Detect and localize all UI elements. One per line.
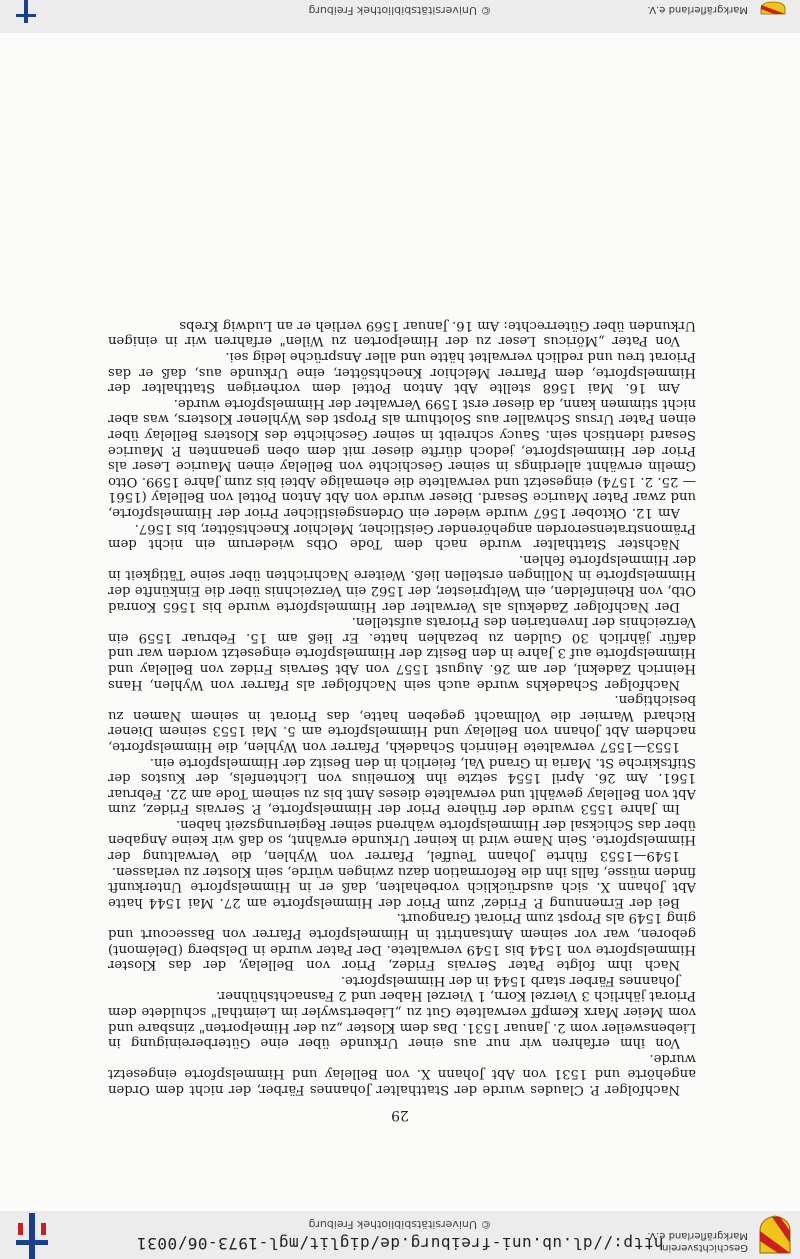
paragraph: Am 12. Oktober 1567 wurde wieder ein Ordensgeistlicher Prior der Himmelspforte, und zwar Pater Maurice Sesard. Dieser wurde von Abt Anton Pottel von Bellelay (1561 — 25. 2. 1574) eingesetzt und verwaltete die ehemalige Abtei bis zum Jahre 1599. Otto Gmelin erwähnt allerdings in seiner Geschichte von Bellelay einen Maurice Leser als Prior der Himmelspforte, jedoch dürfte dieser mit dem oben genannten P. Maurice Sesard identisch sein. Saucy schreibt in seiner Geschichte des Klosters Bellelay über einen Pater Ursus Schwaller aus Solothurn als Propst des Wyhlener Klosters, was aber nicht stimmen kann, da dieser erst 1599 Verwalter der Himmelspforte wurde. (108, 395, 696, 521)
paragraph: Im Jahre 1553 wurde der frühere Prior der Himmelspforte, P. Servais Fridez, zum Abt von Bellelay gewählt und verwaltete dieses Amt bis zu seinem Tode am 22. Februar 1561. Am 26. April 1554 setzte ihn Kornelius von Lichtenfels, der Kustos der Stiftskirche St. Maria in Grand Val, feierlich in den Besitz der Himmelspforte ein. (108, 754, 696, 817)
header-band (0, 1211, 800, 1259)
paragraph: Von ihm erfahren wir nur aus einer Urkunde über eine Güterbereinigung in Liebensweiler vom 2. Januar 1531. Das dem Kloster „zu der Himelporten" zinsbare und vom Meier Marx Kempff verwaltete Gut zu „Liebertswyler im Leimthal" schuldete dem Priorat jährlich 3 Vierzel Korn, 1 Vierzel Haber und 2 Fasnachtshühner. (108, 988, 696, 1051)
paragraph: Nach ihm folgte Pater Servais Fridez, Prior von Bellelay, der das Kloster Himmelspforte von 1544 bis 1549 verwaltete. Der Pater wurde in Delsberg (Delémont) geboren, war vor seinem Amtsantritt in Himmelspforte Pfarrer von Bassecourt und ging 1549 als Propst zum Priorat Grangourt. (108, 910, 696, 973)
society-name-line1: Geschichtsverein (662, 1242, 748, 1253)
paragraph: Johannes Färber starb 1544 in der Himmelspforte. (340, 972, 680, 988)
paragraph: 1549—1553 führte Johann Teuffel, Pfarrer von Wyhlen, die Verwaltung der Himmelspforte. Sein Name wird in keiner Urkunde erwähnt, so daß wir keine Angaben über das Schicksal der Himmelspforte während seiner Regierungszeit haben. (108, 816, 696, 864)
library-logo-icon (14, 0, 38, 23)
document-url[interactable]: http://dl.ub.uni-freiburg.de/diglit/mgl-1973-06/0031 (136, 1234, 664, 1253)
footer-copyright: © Universitätsbibliothek Freiburg (308, 4, 492, 17)
paragraph: 1553—1557 verwaltete Heinrich Schadekh, Pfarrer von Wyhlen, die Himmelspforte, nachdem Abt Johann von Bellelay und Himmelspforte am 5. Mai 1553 seinem Diener Richard Warnier die Vollmacht gegeben hatte, das Priorat in seinem Namen zu besichtigen. (108, 692, 696, 754)
paragraph: Am 16. Mai 1568 stellte Abt Anton Pottel dem vorherigen Statthalter der Himmelspforte, dem Pfarrer Melchior Knechtsötter, eine Urkunde aus, daß er das Priorat treu und redlich verwaltet hätte und aller Ansprüche ledig sei. (108, 349, 696, 396)
paragraph: Nachfolger Schadekhs wurde auch sein Nachfolger als Pfarrer von Wyhlen, Hans Heinrich Zadeknl, der am 26. August 1557 von Abt Servais Fridez von Bellelay und Himmelspforte auf 3 Jahre in den Besitz der Himmelspforte eingesetzt worden war und dafür jährlich 30 Gulden zu bezahlen hatte. Er ließ am 15. Februar 1559 ein Verzeichnis der Inventarien des Priorats aufstellen. (108, 614, 696, 692)
footer-society-name: Markgräflerland e.V. (647, 4, 748, 15)
copyright-notice: © Universitätsbibliothek Freiburg (308, 1218, 492, 1231)
paragraph: Der Nachfolger Zadekuls als Verwalter der Himmelspforte wurde bis 1565 Konrad Otb, von Rheinfelden, ein Weltpriester, der 1562 ein Verzeichnis über die Einkünfte der Himmelspforte in Nollingen erstellen ließ. Weitere Nachrichten über seine Tätigkeit in der Himmelspforte fehlen. (108, 551, 696, 614)
paragraph: Bei der Ernennung P. Fridez' zum Prior der Himmelspforte am 27. Mai 1544 hatte Abt Johann X. sich ausdrücklich vorbehalten, daß er in Himmelspforte Unterkunft finden müsse, falls ihn die Reformation dazu zwingen würde, sein Kloster zu verlassen. (108, 863, 696, 910)
library-logo-icon (12, 1211, 52, 1259)
paragraph: Von Pater „Möricus Leser zu der Himelporten zu Wilen" erfahren wir in einigen Urkunden über Güterrechte: Am 16. Januar 1569 verlieh er an Ludwig Krebs (108, 317, 696, 349)
footer-band (0, 0, 800, 33)
paragraph: Nachfolger P. Claudes wurde der Statthalter Johannes Färber, der nicht dem Orden angehörte und 1531 von Abt Johann X. von Bellelay und Himmelspforte eingesetzt wurde. (108, 1050, 696, 1097)
paragraph: Nächster Statthalter wurde nach dem Tode Otbs wiederum ein nicht dem Prämonstratenserorden angehörender Geistlicher, Melchior Knechtsötter, bis 1567. (108, 520, 696, 552)
society-name-line2: Markgräflerland e.V. (647, 1230, 748, 1241)
body-text (108, 317, 696, 1097)
page-number: 29 (391, 1107, 409, 1123)
